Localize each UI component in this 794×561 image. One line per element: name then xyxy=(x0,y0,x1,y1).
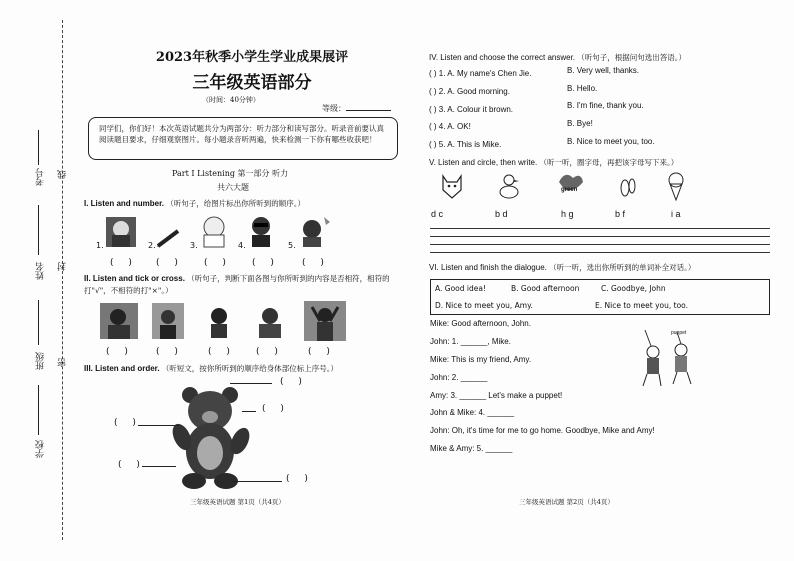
q1-answer-2[interactable]: ( ) xyxy=(156,258,184,268)
q3-answer-foot[interactable]: ( ) xyxy=(286,474,314,484)
label-banji: 班级 xyxy=(36,352,46,370)
kaohao-line xyxy=(38,130,39,165)
q4-item-5[interactable]: ( ) 5. A. This is Mike. xyxy=(429,140,502,149)
dialogue-line-2[interactable]: John: 1. ______, Mike. xyxy=(430,337,511,346)
q3-title: III. Listen and order. xyxy=(84,364,160,373)
bear-picture xyxy=(172,385,252,491)
q3-heading xyxy=(84,363,338,374)
q6-heading xyxy=(429,262,695,273)
leader-line-body xyxy=(142,466,176,467)
binding-margin xyxy=(0,0,82,561)
q5-cat-icon xyxy=(439,172,465,200)
q2-instructions: （听句子，判断下面各图与你所听到的内容是否相符，相符的打"√"，不相符的打"×"。） xyxy=(84,274,390,295)
q4-item-4-b: B. Bye! xyxy=(567,119,593,128)
q3-answer-ear[interactable]: ( ) xyxy=(280,377,308,387)
q1-num-2: 2. xyxy=(148,241,156,250)
q1-num-1: 1. xyxy=(96,241,104,250)
dialogue-line-5[interactable]: Amy: 3. ______ Let's make a puppet! xyxy=(430,391,563,400)
q1-answer-4[interactable]: ( ) xyxy=(252,258,280,268)
q4-item-3-b: B. I'm fine, thank you. xyxy=(567,101,644,110)
label-xian: 线 xyxy=(58,170,68,179)
q5-letters-5[interactable]: i a xyxy=(671,209,681,219)
part-heading: Part Ⅰ Listening 第一部分 听力 xyxy=(172,169,289,178)
q2-image-1 xyxy=(100,303,138,339)
puppet-picture xyxy=(637,330,697,388)
q1-image-2-pencil xyxy=(156,228,182,248)
q2-image-4 xyxy=(256,306,284,338)
q1-instructions: （听句子，给图片标出你所听到的顺序。） xyxy=(166,199,305,208)
puppet-label: puppet xyxy=(671,330,687,336)
dialogue-line-1: Mike: Good afternoon, John. xyxy=(430,319,531,328)
q2-answer-4[interactable]: ( ) xyxy=(256,347,284,357)
option-b: B. Good afternoon xyxy=(511,284,580,293)
q5-letters-4[interactable]: b f xyxy=(615,209,626,219)
q3-answer-head[interactable]: ( ) xyxy=(262,404,290,414)
leader-line-head xyxy=(242,411,256,412)
q4-item-3[interactable]: ( ) 3. A. Colour it brown. xyxy=(429,105,514,114)
q1-image-1 xyxy=(104,213,138,249)
writing-line-4[interactable] xyxy=(430,252,770,253)
q5-ice-cream-icon xyxy=(665,172,687,202)
q5-duck-icon xyxy=(497,172,521,200)
option-c: C. Goodbye, John xyxy=(601,284,666,293)
q4-item-1-b: B. Very well, thanks. xyxy=(567,66,640,75)
q2-answer-5[interactable]: ( ) xyxy=(308,347,336,357)
q3-answer-body[interactable]: ( ) xyxy=(118,460,146,470)
exam-title: 2023年秋季小学生学业成果展评 xyxy=(155,50,349,65)
q3-instructions: （听短文，按你所听到的顺序给身体部位标上序号。） xyxy=(161,364,339,373)
q1-num-3: 3. xyxy=(190,241,198,250)
writing-line-1[interactable] xyxy=(430,228,770,229)
six-questions-note: 共六大题 xyxy=(217,183,249,192)
q1-image-4 xyxy=(246,213,276,249)
notice-box xyxy=(88,117,398,160)
q1-num-5: 5. xyxy=(288,241,296,250)
notice-text: 同学们，你们好！本次英语试题共分为两部分：听力部分和读写部分。听录音前要认真阅读题目要求，仔细观察图片。每小题录音听两遍，快来检测一下你有哪些收获吧！ xyxy=(99,124,384,144)
right-page xyxy=(425,0,785,561)
time-limit: （时间：40分钟） xyxy=(202,96,260,104)
exam-subtitle: 三年级英语部分 xyxy=(192,73,312,93)
q1-heading xyxy=(84,198,305,209)
grade-field xyxy=(322,103,391,114)
dialogue-line-7: John: Oh, it's time for me to go home. Goodbye, Mike and Amy! xyxy=(430,426,655,435)
q4-item-2[interactable]: ( ) 2. A. Good morning. xyxy=(429,87,510,96)
q5-letters-3[interactable]: h g xyxy=(561,209,574,219)
q2-title: II. Listen and tick or cross. xyxy=(84,274,185,283)
q2-answer-3[interactable]: ( ) xyxy=(208,347,236,357)
q1-answer-5[interactable]: ( ) xyxy=(302,258,330,268)
q5-heading xyxy=(429,157,678,168)
leader-line-ear xyxy=(230,383,272,384)
grade-label: 等级： xyxy=(322,104,346,113)
dialogue-line-8[interactable]: Mike & Amy: 5. ______ xyxy=(430,444,513,453)
q3-answer-arm[interactable]: ( ) xyxy=(114,418,142,428)
q5-letters-2[interactable]: b d xyxy=(495,209,508,219)
label-mi: 密 xyxy=(58,358,68,367)
left-footer: 三年级英语试题 第1页（共4页） xyxy=(190,498,285,506)
q5-foot-icon xyxy=(617,172,639,200)
leader-line-arm xyxy=(138,425,180,426)
q4-item-2-b: B. Hello. xyxy=(567,84,598,93)
label-xingming: 姓名 xyxy=(36,262,46,280)
left-page xyxy=(82,0,412,561)
banji-line xyxy=(38,300,39,345)
q2-image-5 xyxy=(304,301,346,341)
q5-letters-1[interactable]: d c xyxy=(431,209,444,219)
q4-item-4[interactable]: ( ) 4. A. OK! xyxy=(429,122,471,131)
label-xuexiao: 学校 xyxy=(36,440,46,458)
word-options-box xyxy=(430,279,770,315)
q2-answer-2[interactable]: ( ) xyxy=(156,347,184,357)
q5-green-label: green xyxy=(561,187,578,193)
q4-item-5-b: B. Nice to meet you, too. xyxy=(567,137,655,146)
binding-dash-line xyxy=(62,20,63,540)
q4-heading xyxy=(429,52,686,63)
q1-image-3 xyxy=(198,213,230,249)
q2-image-3 xyxy=(206,306,232,338)
q6-title: VI. Listen and finish the dialogue. xyxy=(429,263,547,272)
right-footer: 三年级英语试题 第2页（共4页） xyxy=(519,498,614,506)
q4-title: IV. Listen and choose the correct answer. xyxy=(429,53,576,62)
option-d: D. Nice to meet you, Amy. xyxy=(435,301,533,310)
q5-title: V. Listen and circle, then write. xyxy=(429,158,538,167)
q1-answer-1[interactable]: ( ) xyxy=(110,258,138,268)
dialogue-line-6[interactable]: John & Mike: 4. ______ xyxy=(430,408,515,417)
q1-image-5 xyxy=(296,213,332,249)
q5-instructions: （听一听，圈字母，再把该字母写下来。） xyxy=(539,158,679,167)
writing-line-2[interactable] xyxy=(430,236,770,237)
dialogue-line-4[interactable]: John: 2. ______ xyxy=(430,373,488,382)
q1-answer-3[interactable]: ( ) xyxy=(204,258,232,268)
q2-heading xyxy=(84,273,406,297)
xingming-line xyxy=(38,205,39,255)
q6-instructions: （听一听，选出你所听到的单词补全对话。） xyxy=(549,263,696,272)
q2-image-2 xyxy=(152,303,184,339)
xuexiao-line xyxy=(38,385,39,435)
q1-title: I. Listen and number. xyxy=(84,199,165,208)
option-e: E. Nice to meet you, too. xyxy=(595,301,689,310)
label-kaohao: 考号 xyxy=(36,168,46,186)
option-a: A. Good idea! xyxy=(435,284,486,293)
dialogue-line-3: Mike: This is my friend, Amy. xyxy=(430,355,532,364)
q4-item-1[interactable]: ( ) 1. A. My name's Chen Jie. xyxy=(429,69,532,78)
leader-line-foot xyxy=(232,481,282,482)
grade-blank[interactable] xyxy=(346,110,391,111)
q4-instructions: （听句子，根据问句选出答语。） xyxy=(577,53,686,62)
q2-answer-1[interactable]: ( ) xyxy=(106,347,134,357)
q1-num-4: 4. xyxy=(238,241,246,250)
writing-line-3[interactable] xyxy=(430,244,770,245)
label-feng: 封 xyxy=(58,262,68,271)
